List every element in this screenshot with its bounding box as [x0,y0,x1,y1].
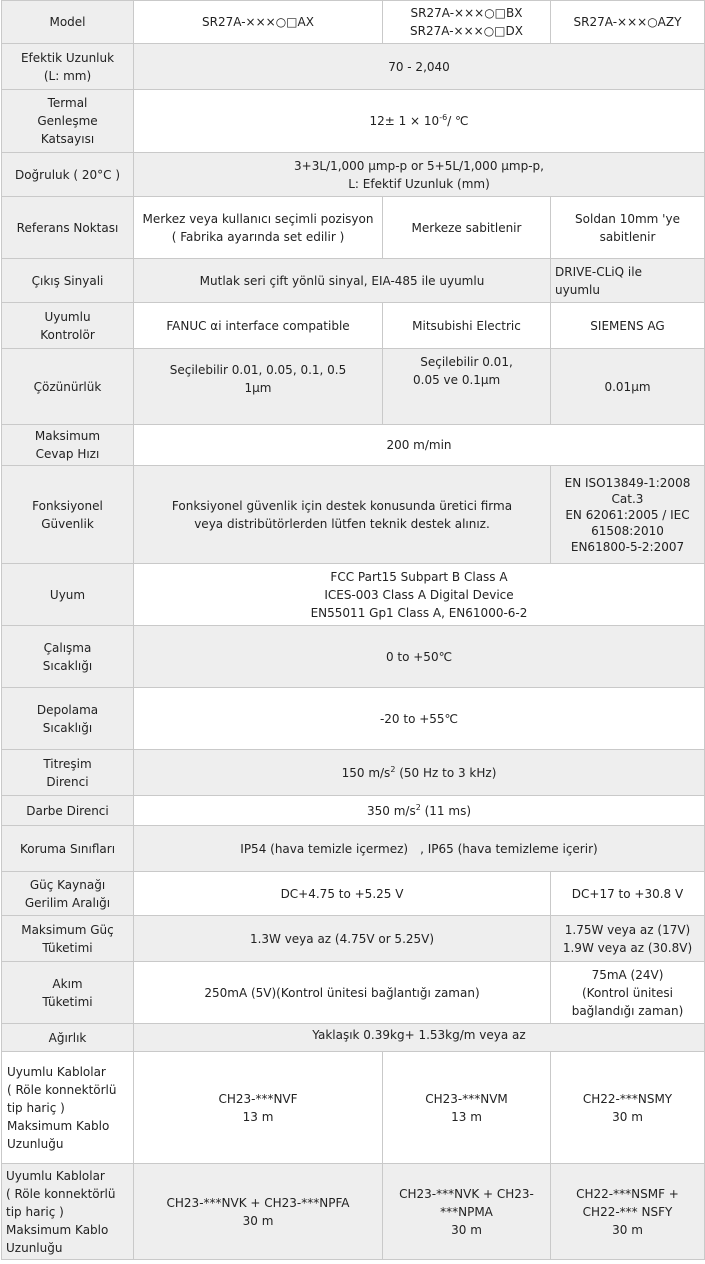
protection-label: Koruma Sınıfları [2,826,134,872]
current-consumption-col3-line2: (Kontrol ünitesi [582,985,673,1000]
cables-b-col1 [134,1164,383,1260]
cables-a-label [2,1052,134,1164]
power-consumption-col3 [551,916,705,962]
row-controller [2,303,705,349]
thermal-expansion-value-prefix: 12± 1 × 10 [369,114,440,128]
thermal-expansion-label-line1: Termal [47,96,88,110]
cables-a-label-line2: ( Röle konnektörlü [7,1082,117,1097]
row-operating-temp [2,626,705,688]
current-consumption-col3-line3: bağlandığı zaman) [571,1003,684,1018]
power-consumption-label-line1: Maksimum Güç [21,922,114,937]
row-shock [2,796,705,826]
reference-point-col3-line2: sabitlenir [599,229,656,244]
reference-point-col1-line1: Merkez veya kullanıcı seçimli pozisyon [142,211,374,226]
row-vibration [2,750,705,796]
resolution-col2 [383,349,551,425]
row-thermal-expansion [2,90,705,153]
cables-a-label-line3: tip hariç ) [7,1100,65,1115]
cables-b-col2-line2: ***NPMA [440,1204,493,1219]
accuracy-label: Doğruluk ( 20°C ) [2,153,134,197]
shock-value [134,796,705,826]
model-col3: SR27A-×××○AZY [551,1,705,44]
output-signal-col3-line1: DRIVE-CLiQ ile [555,264,642,279]
shock-value-prefix: 350 m/s [367,803,416,818]
controller-col3: SIEMENS AG [551,303,705,349]
accuracy-value-line2: L: Efektif Uzunluk (mm) [348,176,490,191]
row-cables-a [2,1052,705,1164]
max-speed-label [2,425,134,466]
cables-a-col3-line2: 30 m [612,1109,643,1124]
controller-label-line2: Kontrolör [40,327,95,342]
cables-b-col2-line1: CH23-***NVK + CH23- [399,1186,534,1201]
storage-temp-label-line1: Depolama [36,702,99,717]
cables-b-col3-line2: CH22-*** NSFY [582,1204,673,1219]
controller-label [2,303,134,349]
resolution-col3: 0.01μm [551,349,705,425]
accuracy-value [134,153,705,197]
functional-safety-col3-line2: Cat.3 [611,491,644,506]
power-consumption-col3-line1: 1.75W veya az (17V) [564,922,691,937]
max-speed-label-line2: Cevap Hızı [35,447,100,461]
cables-a-label-line4: Maksimum Kablo [7,1118,110,1133]
functional-safety-col12-line2: veya distribütörlerden lütfen teknik destek alınız. [194,516,490,531]
output-signal-label: Çıkış Sinyali [2,259,134,303]
current-consumption-label [2,962,134,1024]
thermal-expansion-label-line3: Katsayısı [40,132,95,146]
reference-point-col1-line2: ( Fabrika ayarında set edilir ) [171,229,345,244]
cables-a-col1-line2: 13 m [242,1109,274,1124]
protection-value: IP54 (hava temizle içermez) , IP65 (hava temizleme içerir) [134,826,705,872]
model-label: Model [2,1,134,44]
supply-voltage-label [2,872,134,916]
cables-b-col2 [383,1164,551,1260]
row-weight [2,1024,705,1052]
cables-a-col3-line1: CH22-***NSMY [582,1091,673,1106]
compliance-value [134,564,705,626]
row-accuracy [2,153,705,197]
weight-value: Yaklaşık 0.39kg+ 1.53kg/m veya az [134,1024,705,1052]
shock-label: Darbe Direnci [2,796,134,826]
compliance-value-line2: ICES-003 Class A Digital Device [324,587,514,602]
row-supply-voltage [2,872,705,916]
thermal-expansion-value-suffix: / ℃ [447,114,469,128]
thermal-expansion-value [134,90,705,153]
cables-b-label-line3: tip hariç ) [6,1204,64,1219]
operating-temp-label [2,626,134,688]
current-consumption-col3 [551,962,705,1024]
functional-safety-col12-line1: Fonksiyonel güvenlik için destek konusunda üretici firma [171,498,513,513]
cables-b-label-line1: Uyumlu Kablolar [6,1168,105,1183]
functional-safety-label-line2: Güvenlik [41,516,94,531]
reference-point-col2: Merkeze sabitlenir [383,197,551,259]
functional-safety-col3 [551,466,705,564]
current-consumption-col3-line1: 75mA (24V) [591,967,664,982]
spec-table [1,0,705,1260]
compliance-label: Uyum [2,564,134,626]
output-signal-col3-line2: uyumlu [555,282,600,297]
compliance-value-line3: EN55011 Gp1 Class A, EN61000-6-2 [310,605,528,620]
cables-a-label-line5: Uzunluğu [7,1136,64,1151]
cables-a-col3 [551,1052,705,1164]
controller-col1: FANUC αi interface compatible [134,303,383,349]
cables-b-col3-line1: CH22-***NSMF + [576,1186,679,1201]
shock-exponent: 2 [415,802,421,812]
operating-temp-label-line2: Sıcaklığı [42,658,93,673]
vibration-exponent: 2 [390,764,396,774]
shock-value-suffix: (11 ms) [420,803,471,818]
thermal-expansion-label-line2: Genleşme [37,114,98,128]
current-consumption-label-line1: Akım [52,976,83,991]
cables-b-col3 [551,1164,705,1260]
vibration-value-suffix: (50 Hz to 3 kHz) [395,765,497,780]
row-model [2,1,705,44]
functional-safety-label-line1: Fonksiyonel [32,498,103,513]
cables-b-label [2,1164,134,1260]
current-consumption-col12: 250mA (5V)(Kontrol ünitesi bağlantığı zaman) [134,962,551,1024]
resolution-label: Çözünürlük [2,349,134,425]
cables-a-col2 [383,1052,551,1164]
functional-safety-col3-line5: EN61800-5-2:2007 [570,539,685,554]
reference-point-col3 [551,197,705,259]
effective-length-value: 70 - 2,040 [134,44,705,90]
row-output-signal [2,259,705,303]
cables-b-col1-line2: 30 m [242,1213,274,1228]
max-speed-value: 200 m/min [134,425,705,466]
power-consumption-label [2,916,134,962]
effective-length-label [2,44,134,90]
vibration-label-line2: Direnci [46,774,89,789]
resolution-col2-line1: Seçilebilir 0.01, [420,355,513,369]
storage-temp-value: -20 to +55℃ [134,688,705,750]
functional-safety-label [2,466,134,564]
cables-a-label-line1: Uyumlu Kablolar [7,1064,106,1079]
max-speed-label-line1: Maksimum [34,429,101,443]
controller-label-line1: Uyumlu [44,309,91,324]
output-signal-col12: Mutlak seri çift yönlü sinyal, EIA-485 ile uyumlu [134,259,551,303]
cables-a-col1-line1: CH23-***NVF [218,1091,298,1106]
storage-temp-label-line2: Sıcaklığı [42,720,93,735]
power-consumption-col3-line2: 1.9W veya az (30.8V) [562,940,693,955]
power-consumption-col12: 1.3W veya az (4.75V or 5.25V) [134,916,551,962]
resolution-col1-line2: 1μm [244,381,272,395]
reference-point-col3-line1: Soldan 10mm 'ye [575,211,680,226]
effective-length-label-line2: (L: mm) [43,68,92,83]
cables-b-col1-line1: CH23-***NVK + CH23-***NPFA [166,1195,350,1210]
row-functional-safety [2,466,705,564]
cables-b-label-line5: Uzunluğu [6,1240,63,1255]
supply-voltage-label-line2: Gerilim Aralığı [24,895,111,910]
model-col2-line1: SR27A-×××○□BX [410,6,523,20]
cables-b-label-line4: Maksimum Kablo [6,1222,109,1237]
cables-a-col1 [134,1052,383,1164]
output-signal-col3 [551,259,705,303]
supply-voltage-col12: DC+4.75 to +5.25 V [134,872,551,916]
cables-a-col2-line2: 13 m [451,1109,482,1124]
vibration-value [134,750,705,796]
cables-b-col2-line3: 30 m [451,1222,482,1237]
storage-temp-label [2,688,134,750]
row-cables-b [2,1164,705,1260]
model-col2 [383,1,551,44]
effective-length-label-line1: Efektik Uzunluk [20,50,115,65]
weight-label: Ağırlık [2,1024,134,1052]
row-protection [2,826,705,872]
cables-b-label-line2: ( Röle konnektörlü [6,1186,116,1201]
thermal-expansion-exponent: -6 [439,113,448,122]
accuracy-value-line1: 3+3L/1,000 μmp-p or 5+5L/1,000 μmp-p, [294,158,544,173]
resolution-col1-line1: Seçilebilir 0.01, 0.05, 0.1, 0.5 [169,363,347,377]
compliance-value-line1: FCC Part15 Subpart B Class A [330,569,508,584]
row-max-speed [2,425,705,466]
functional-safety-col12 [134,466,551,564]
row-resolution [2,349,705,425]
vibration-value-prefix: 150 m/s [341,765,391,780]
operating-temp-label-line1: Çalışma [43,640,92,655]
row-reference-point [2,197,705,259]
resolution-col1 [134,349,383,425]
controller-col2: Mitsubishi Electric [383,303,551,349]
operating-temp-value: 0 to +50℃ [134,626,705,688]
supply-voltage-col3: DC+17 to +30.8 V [551,872,705,916]
power-consumption-label-line2: Tüketimi [42,940,93,955]
supply-voltage-label-line1: Güç Kaynağı [29,877,106,892]
thermal-expansion-label [2,90,134,153]
row-power-consumption [2,916,705,962]
vibration-label [2,750,134,796]
cables-b-col3-line3: 30 m [612,1222,643,1237]
current-consumption-label-line2: Tüketimi [42,994,93,1009]
model-col2-line2: SR27A-×××○□DX [410,24,523,38]
vibration-label-line1: Titreşim [43,756,92,771]
row-compliance [2,564,705,626]
row-storage-temp [2,688,705,750]
cables-a-col2-line1: CH23-***NVM [425,1091,508,1106]
model-col1: SR27A-×××○□AX [134,1,383,44]
reference-point-label: Referans Noktası [2,197,134,259]
functional-safety-col3-line4: 61508:2010 [591,523,664,538]
reference-point-col1 [134,197,383,259]
row-effective-length [2,44,705,90]
row-current-consumption [2,962,705,1024]
functional-safety-col3-line1: EN ISO13849-1:2008 [564,475,691,490]
functional-safety-col3-line3: EN 62061:2005 / IEC [565,507,690,522]
resolution-col2-line2: 0.05 ve 0.1μm [413,373,501,387]
